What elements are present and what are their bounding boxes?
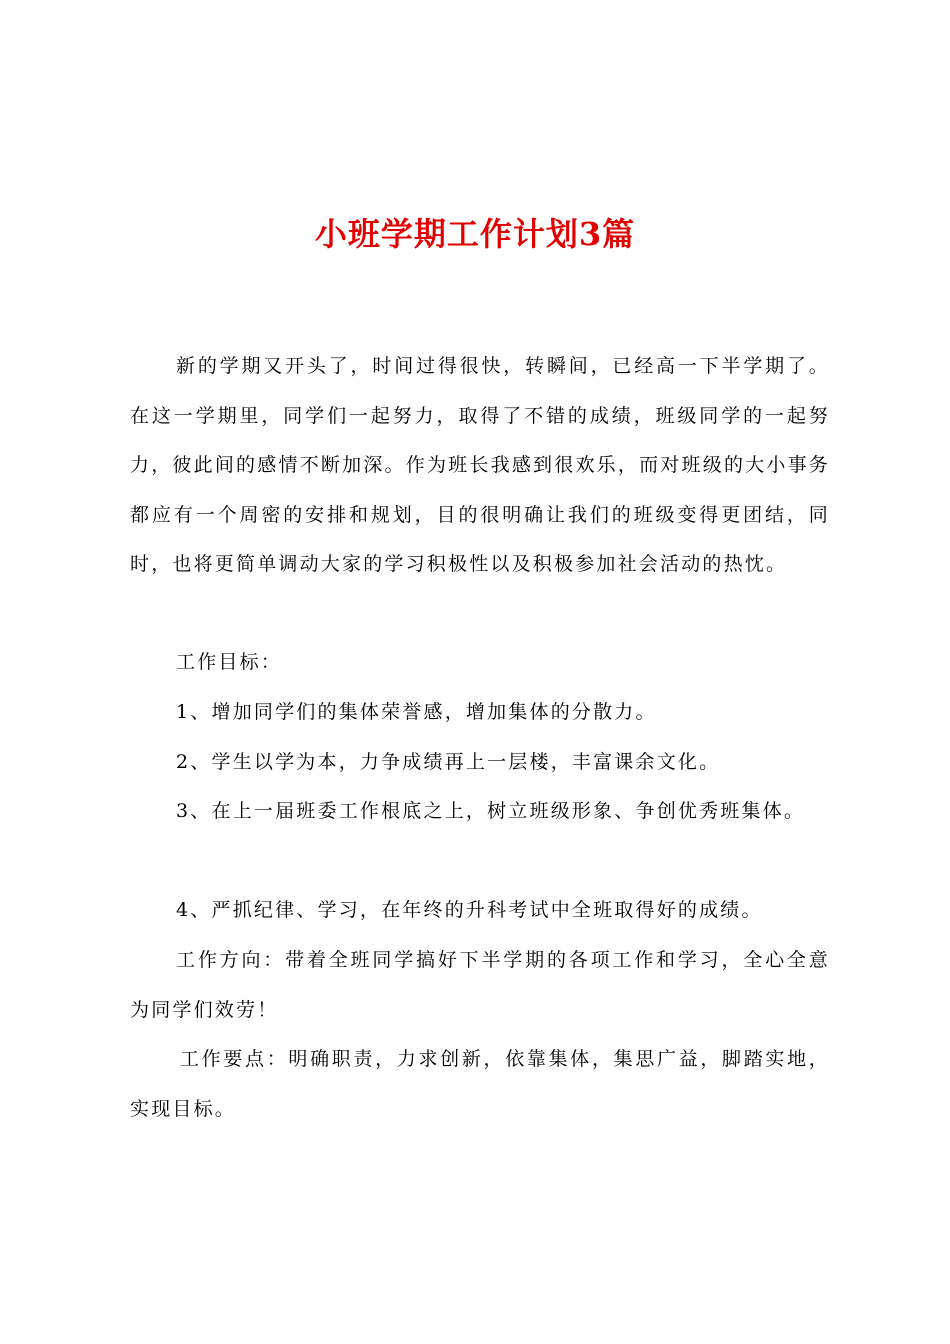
document-title: 小班学期工作计划3篇 (314, 215, 636, 253)
paragraph-goal-3: 3、在上一届班委工作根底之上，树立班级形象、争创优秀班集体。 (176, 800, 806, 822)
paragraph-direction: 工作方向：带着全班同学搞好下半学期的各项工作和学习，全心全意为同学们效劳！ (130, 949, 830, 1021)
paragraph-goals-heading: 工作目标： (176, 651, 283, 673)
paragraph-goal-2: 2、学生以学为本，力争成绩再上一层楼，丰富课余文化。 (176, 751, 721, 773)
paragraph-key-points: 工作要点：明确职责，力求创新，依靠集体，集思广益，脚踏实地，实现目标。 (130, 1048, 830, 1120)
paragraph-goal-1: 1、增加同学们的集体荣誉感，增加集体的分散力。 (176, 701, 657, 723)
paragraph-intro: 新的学期又开头了，时间过得很快，转瞬间，已经高一下半学期了。在这一学期里，同学们一起努力，取得了不错的成绩，班级同学的一起努力，彼此间的感情不断加深。作为班长我感到很欢乐，而对班级的大小事务都应有一个周密的安排和规划，目的很明确让我们的班级变得更团结，同时，也将更简单调动大家的学习积极性以及积极参加社会活动的热忱。 (130, 355, 830, 575)
paragraph-goal-4: 4、严抓纪律、学习，在年终的升科考试中全班取得好的成绩。 (176, 899, 763, 921)
